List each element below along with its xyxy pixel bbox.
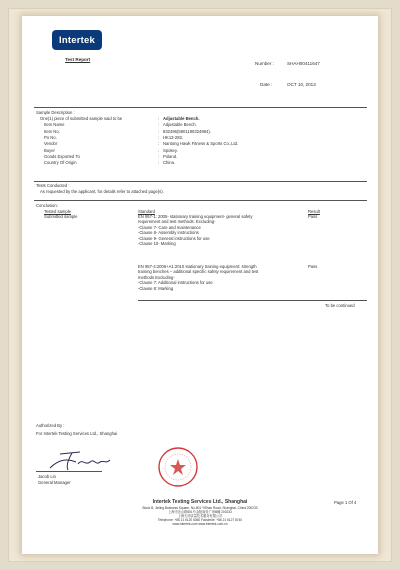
intertek-logo: Intertek [52,30,102,50]
date-value: OCT 10, 2013 [287,82,316,87]
sample-row-label: Item No. [44,128,60,134]
colon: : [158,116,160,121]
footer-company: Intertek Testing Services Ltd., Shanghai [152,499,248,505]
sample-row-value: HK13-283. [163,134,184,140]
company-seal [157,446,199,488]
footer-web: www.intertek.com www.intertek.com.cn [172,522,228,526]
sample-row-label: Po No. [44,134,57,140]
sample-row-value: Spokey. [163,147,178,153]
to-be-continued: To be continued [325,303,355,308]
colon: : [158,160,160,166]
standard-line: -Clause 7- Care and maintenance [138,224,201,230]
col-standard: Standard [138,209,155,214]
standard-line: training benches – additional specific safety requirement and test [138,269,259,275]
sample-row-label: Item Name [44,122,65,128]
tests-text: As requested by the applicant, for details refer to attached page(s). [40,189,164,194]
colon: : [158,153,160,159]
page-number: Page 1 Of 4 [334,500,357,505]
colon: : [158,134,160,140]
colon: : [158,128,160,134]
conclusion-heading: Conclusion: [36,203,58,208]
number-label: Number : [255,61,274,66]
signer-title: General Manager [38,480,71,485]
date-label: Date : [260,82,273,87]
standard-line: -Clause 10- Marking [138,241,176,246]
sample-heading: Sample Description : [36,110,75,115]
tests-heading: Tests Conducted : [36,183,70,188]
sample-row-label: Country Of Origin [44,160,77,166]
signature-line [36,471,102,472]
colon: : [158,122,160,128]
col-result: Result [308,209,320,214]
signer-name: Jacob Lin [38,474,56,479]
standard-line: -Clause 7: Additional instructions for use [138,280,213,286]
footer-address-cn: 上海市宜山路801号金陵商务广场B幢 200233 [168,510,232,514]
sample-row-value: 832496(5901180324984). [163,128,211,134]
standard-line: requirement and test methods. Excluding- [138,219,216,225]
standard-line: methods Excluding- [138,274,175,280]
footer-company-cn: 上海天祥质量技术服务有限公司 [177,514,223,518]
submitted-sample: Submitted sample [44,214,78,219]
number-value: SHAH00411647 [287,61,320,66]
divider [138,300,367,301]
sample-row-value: Poland. [163,153,178,159]
standard-line: EN 957-4:2006+A1:2010 stationary training equipment: strength [138,264,257,269]
footer-phone: Telephone: +86 21 6120 6060 Facsimile: +86 21 6127 8740 [157,518,243,522]
authorized-by-label: Authorized By : [36,423,65,428]
standard-line: -Clause 9- General instructions for use [138,235,210,241]
report-title: Test Report [65,57,91,62]
authorized-org: For Intertek Testing Services Ltd., Shanghai [36,431,118,436]
sample-row-label: Vendor [44,141,58,147]
standard-line: -Clause 8: Marking [138,285,174,291]
sample-row-label: Buyer [44,147,55,153]
report-page [22,16,378,554]
divider [34,200,367,201]
sample-row-value: China. [163,160,176,166]
sample-row-value: Adjustable Bench. [163,122,197,128]
divider [34,107,367,108]
colon: : [158,147,160,153]
sample-row-value: Adjustable Bench. [163,116,200,121]
col-tested-sample: Tested sample [44,209,71,214]
sample-row-label: Goods Exported To [44,153,80,159]
standard-line: EN 957-1: 2005- stationary training equipment- general safety [138,214,253,219]
sample-row-value: Nantong Hawk Fitness & Sports Co.,Ltd. [163,141,239,147]
divider [34,181,367,182]
standard-line: -Clause 8- Assembly instructions [138,230,199,236]
footer-address-en: Block B, Jinling Business Square, No.801 YiShan Road, Shanghai, China 200233 [142,506,258,510]
colon: : [158,141,160,147]
result-2: Pass [308,264,318,269]
sample-row-label: One(1) piece of submitted sample said to be [40,116,123,121]
result-1: Pass [308,214,318,219]
